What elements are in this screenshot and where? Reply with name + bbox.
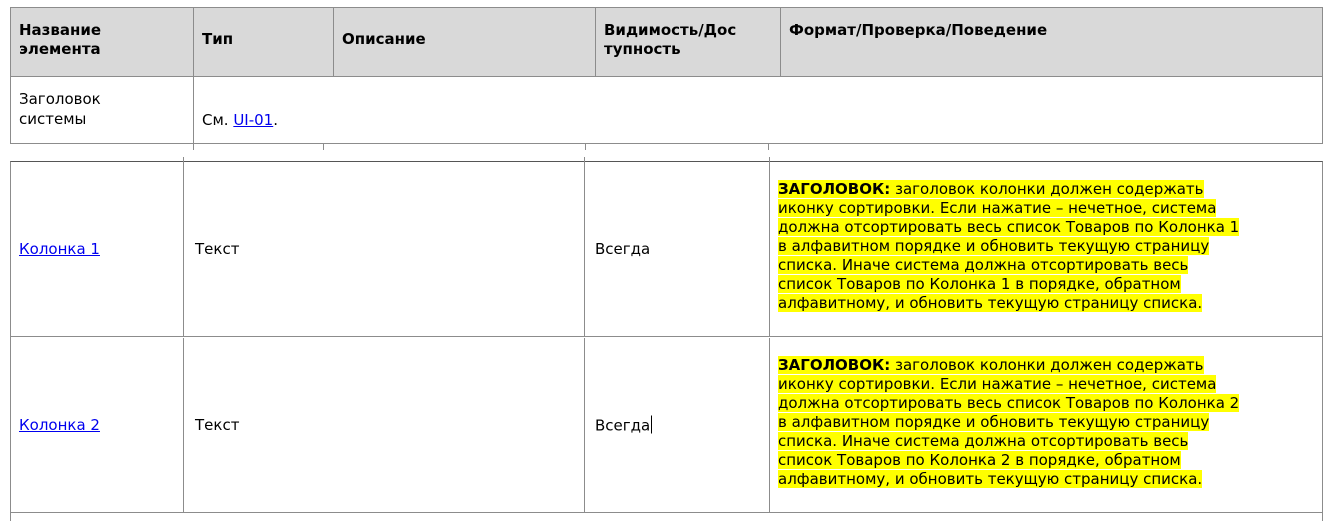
format-line: в алфавитном порядке и обновить текущую страницу [778, 237, 1210, 255]
format-line: иконку сортировки. Если нажатие – нечетное, система [778, 375, 1217, 393]
ui-01-link[interactable]: UI-01 [233, 111, 274, 129]
cell-visibility[interactable] [585, 338, 770, 512]
cell-format [770, 162, 1322, 336]
header-cell-name [11, 8, 194, 76]
header-cell-type [194, 8, 334, 76]
format-line: в алфавитном порядке и обновить текущую страницу [778, 413, 1210, 431]
header-format-label: Формат/Проверка/Поведение [789, 21, 1048, 39]
format-line: список Товаров по Колонка 1 в порядке, обратном [778, 275, 1181, 293]
format-line: заголовок колонки должен содержать [890, 356, 1204, 374]
cell-element-name [11, 338, 184, 512]
header-cell-format [781, 8, 1324, 76]
format-line: алфавитному, и обновить текущую страницу списка. [778, 470, 1203, 488]
cell-type [184, 162, 585, 336]
header-cell-description [334, 8, 596, 76]
column-tick [193, 143, 194, 150]
table-row [11, 338, 1322, 513]
visibility-value: Всегда [595, 240, 651, 258]
text-cursor [651, 416, 652, 434]
cell-format [770, 338, 1322, 512]
format-line: должна отсортировать весь список Товаров по Колонка 1 [778, 218, 1240, 236]
spec-table-header [10, 7, 1323, 144]
column-tick [768, 143, 769, 150]
format-line: должна отсортировать весь список Товаров по Колонка 2 [778, 394, 1240, 412]
table-header-row [11, 8, 1322, 77]
format-line: списка. Иначе система должна отсортировать весь [778, 256, 1189, 274]
format-line: списка. Иначе система должна отсортировать весь [778, 432, 1189, 450]
cell-type [184, 338, 585, 512]
column-2-link[interactable]: Колонка 2 [19, 416, 100, 434]
header-type-label: Тип [202, 30, 234, 48]
cell-system-header-name [11, 76, 194, 144]
header-visibility-line-1: Видимость/Дос [604, 21, 737, 39]
cell-system-header-reference [202, 111, 278, 129]
format-line: заголовок колонки должен содержать [890, 180, 1204, 198]
table-row-system-header [11, 76, 1322, 144]
format-label: ЗАГОЛОВОК: [778, 180, 891, 198]
format-label: ЗАГОЛОВОК: [778, 356, 891, 374]
header-description-label: Описание [342, 30, 426, 48]
type-value: Текст [195, 240, 240, 258]
table-row [11, 162, 1322, 337]
cell-element-name [11, 162, 184, 336]
spec-table-columns [10, 161, 1323, 521]
visibility-value-with-caret[interactable] [595, 416, 652, 435]
visibility-value: Всегда [595, 416, 651, 435]
cell-visibility [585, 162, 770, 336]
format-line: иконку сортировки. Если нажатие – нечетное, система [778, 199, 1217, 217]
header-name-line-2: элемента [19, 40, 101, 58]
format-text [778, 356, 1308, 489]
see-prefix: См. [202, 111, 234, 129]
system-header-name-line-1: Заголовок [19, 90, 101, 108]
system-header-name-line-2: системы [19, 110, 87, 128]
format-text [778, 180, 1308, 313]
column-tick [323, 143, 324, 150]
header-name-line-1: Название [19, 21, 102, 39]
header-cell-visibility [596, 8, 781, 76]
format-line: список Товаров по Колонка 2 в порядке, обратном [778, 451, 1181, 469]
header-visibility-line-2: тупность [604, 40, 681, 58]
type-value: Текст [195, 416, 240, 434]
column-tick [585, 143, 586, 150]
format-line: алфавитному, и обновить текущую страницу списка. [778, 294, 1203, 312]
see-suffix: . [273, 111, 279, 129]
column-1-link[interactable]: Колонка 1 [19, 240, 100, 258]
